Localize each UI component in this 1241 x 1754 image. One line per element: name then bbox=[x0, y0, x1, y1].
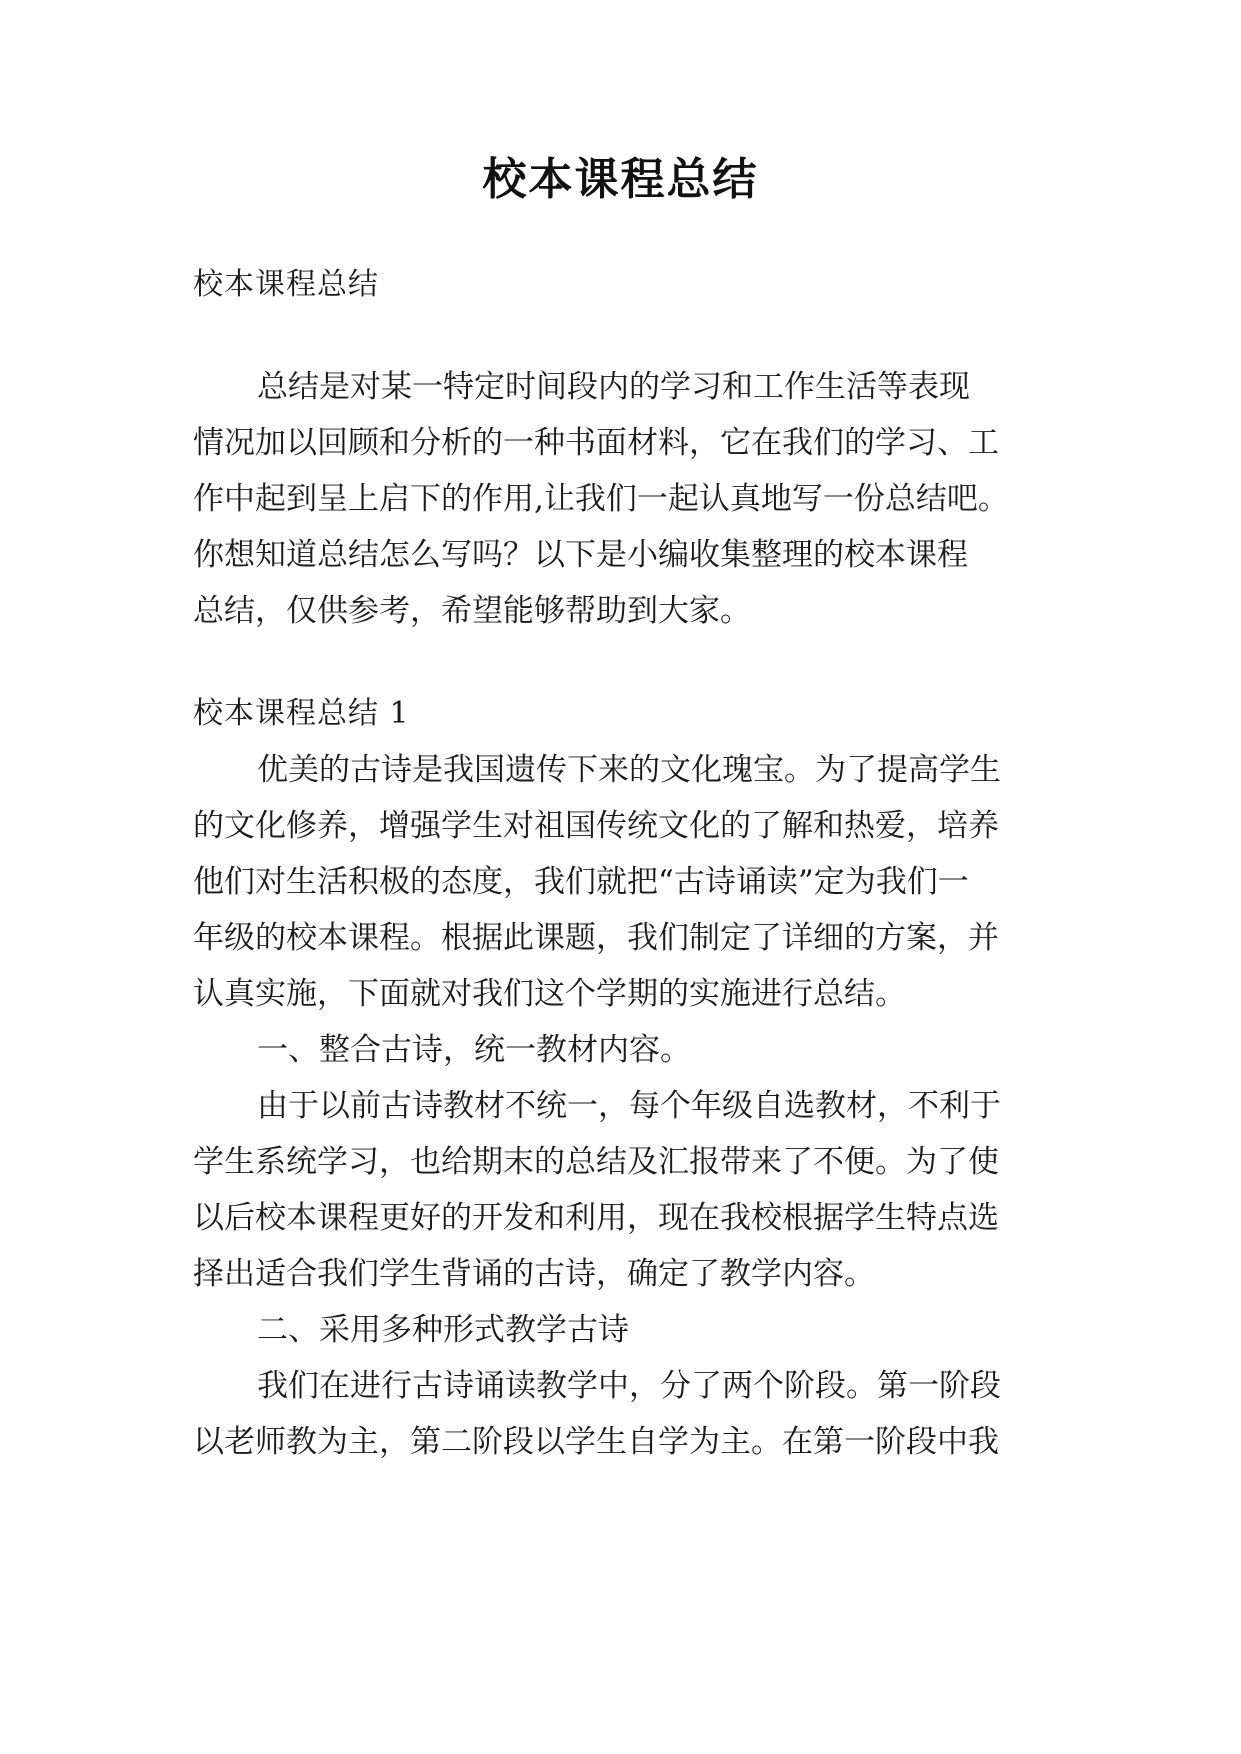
paragraph-line: 择出适合我们学生背诵的古诗，确定了教学内容。 bbox=[193, 1256, 875, 1292]
paragraph-line: 他们对生活积极的态度，我们就把“古诗诵读”定为我们一 bbox=[193, 864, 969, 900]
intro-line: 总结是对某一特定时间段内的学习和工作生活等表现 bbox=[257, 369, 970, 405]
intro-line: 作中起到呈上启下的作用,让我们一起认真地写一份总结吧。 bbox=[193, 481, 1009, 517]
section-heading: 校本课程总结 1 bbox=[193, 696, 410, 731]
paragraph-line: 以老师教为主，第二阶段以学生自学为主。在第一阶段中我 bbox=[193, 1424, 999, 1460]
paragraph-line: 优美的古诗是我国遗传下来的文化瑰宝。为了提高学生 bbox=[257, 752, 1001, 788]
paragraph-line: 认真实施，下面就对我们这个学期的实施进行总结。 bbox=[193, 976, 906, 1012]
document-title: 校本课程总结 bbox=[482, 154, 759, 205]
point-heading: 二、采用多种形式教学古诗 bbox=[257, 1312, 629, 1348]
intro-line: 情况加以回顾和分析的一种书面材料，它在我们的学习、工 bbox=[193, 425, 999, 461]
intro-line: 总结，仅供参考，希望能够帮助到大家。 bbox=[193, 593, 751, 629]
subtitle: 校本课程总结 bbox=[193, 267, 379, 302]
paragraph-line: 我们在进行古诗诵读教学中，分了两个阶段。第一阶段 bbox=[257, 1368, 1001, 1404]
point-heading: 一、整合古诗，统一教材内容。 bbox=[257, 1032, 691, 1068]
paragraph-line: 学生系统学习，也给期末的总结及汇报带来了不便。为了使 bbox=[193, 1144, 999, 1180]
paragraph-line: 以后校本课程更好的开发和利用，现在我校根据学生特点选 bbox=[193, 1200, 999, 1236]
paragraph-line: 年级的校本课程。根据此课题，我们制定了详细的方案，并 bbox=[193, 920, 999, 956]
intro-line: 你想知道总结怎么写吗？以下是小编收集整理的校本课程 bbox=[193, 537, 968, 573]
paragraph-line: 的文化修养，增强学生对祖国传统文化的了解和热爱，培养 bbox=[193, 808, 999, 844]
paragraph-line: 由于以前古诗教材不统一，每个年级自选教材，不利于 bbox=[257, 1088, 1001, 1124]
